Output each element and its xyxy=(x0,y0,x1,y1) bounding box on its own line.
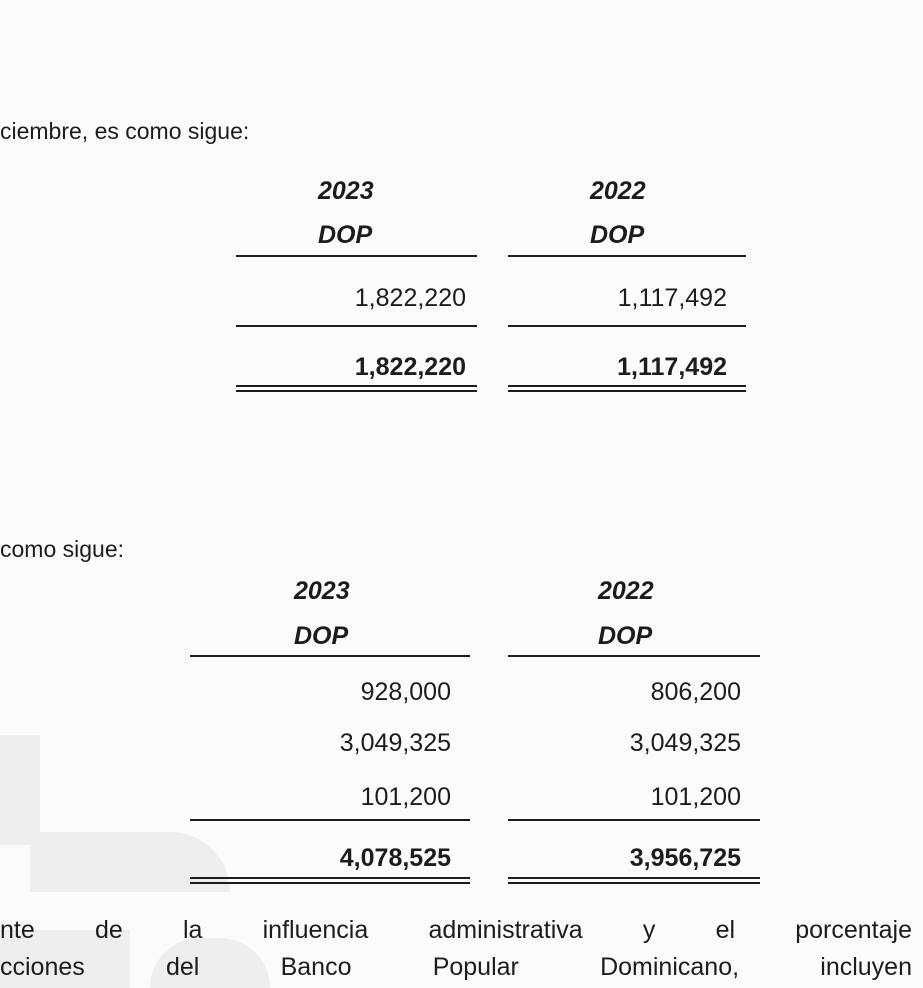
table-2-cell: 806,200 xyxy=(650,678,741,706)
table-1-col-2-currency: DOP xyxy=(590,221,645,249)
header-rule xyxy=(508,655,760,657)
table-2-total: 4,078,525 xyxy=(339,844,451,872)
subtotal-rule xyxy=(508,325,746,327)
table-2-col-1-year: 2023 xyxy=(294,577,350,605)
table-1-cell: 1,822,220 xyxy=(354,284,466,312)
paragraph-line-2: cciones del Banco Popular Dominicano, incluyen xyxy=(0,953,912,981)
table-2-cell: 101,200 xyxy=(360,783,451,811)
header-rule xyxy=(190,655,470,657)
subtotal-rule xyxy=(190,819,470,821)
table-2-cell: 3,049,325 xyxy=(339,729,451,757)
table-2-total: 3,956,725 xyxy=(629,844,741,872)
header-rule xyxy=(236,255,477,257)
table-2-cell: 101,200 xyxy=(650,783,741,811)
table-1-cell: 1,117,492 xyxy=(617,284,727,312)
subtotal-rule xyxy=(508,819,760,821)
total-double-rule xyxy=(236,385,477,392)
table-1-col-1-currency: DOP xyxy=(318,221,373,249)
total-double-rule xyxy=(190,877,470,884)
paragraph-line-1: nte de la influencia administrativa y el porcentaje xyxy=(0,916,912,944)
table-1-col-1-year: 2023 xyxy=(318,177,374,205)
intro-text-2: como sigue: xyxy=(0,536,125,562)
table-2-col-2-currency: DOP xyxy=(598,622,653,650)
intro-text-1: ciembre, es como sigue: xyxy=(0,118,250,144)
subtotal-rule xyxy=(236,325,477,327)
table-1-total: 1,822,220 xyxy=(354,353,466,381)
total-double-rule xyxy=(508,385,746,392)
total-double-rule xyxy=(508,877,760,884)
table-2-cell: 3,049,325 xyxy=(629,729,741,757)
table-1-col-2-year: 2022 xyxy=(590,177,646,205)
table-2-col-1-currency: DOP xyxy=(294,622,349,650)
table-2-cell: 928,000 xyxy=(360,678,451,706)
table-2-col-2-year: 2022 xyxy=(598,577,654,605)
watermark-shape xyxy=(0,735,40,845)
table-1-total: 1,117,492 xyxy=(617,353,727,381)
header-rule xyxy=(508,255,746,257)
